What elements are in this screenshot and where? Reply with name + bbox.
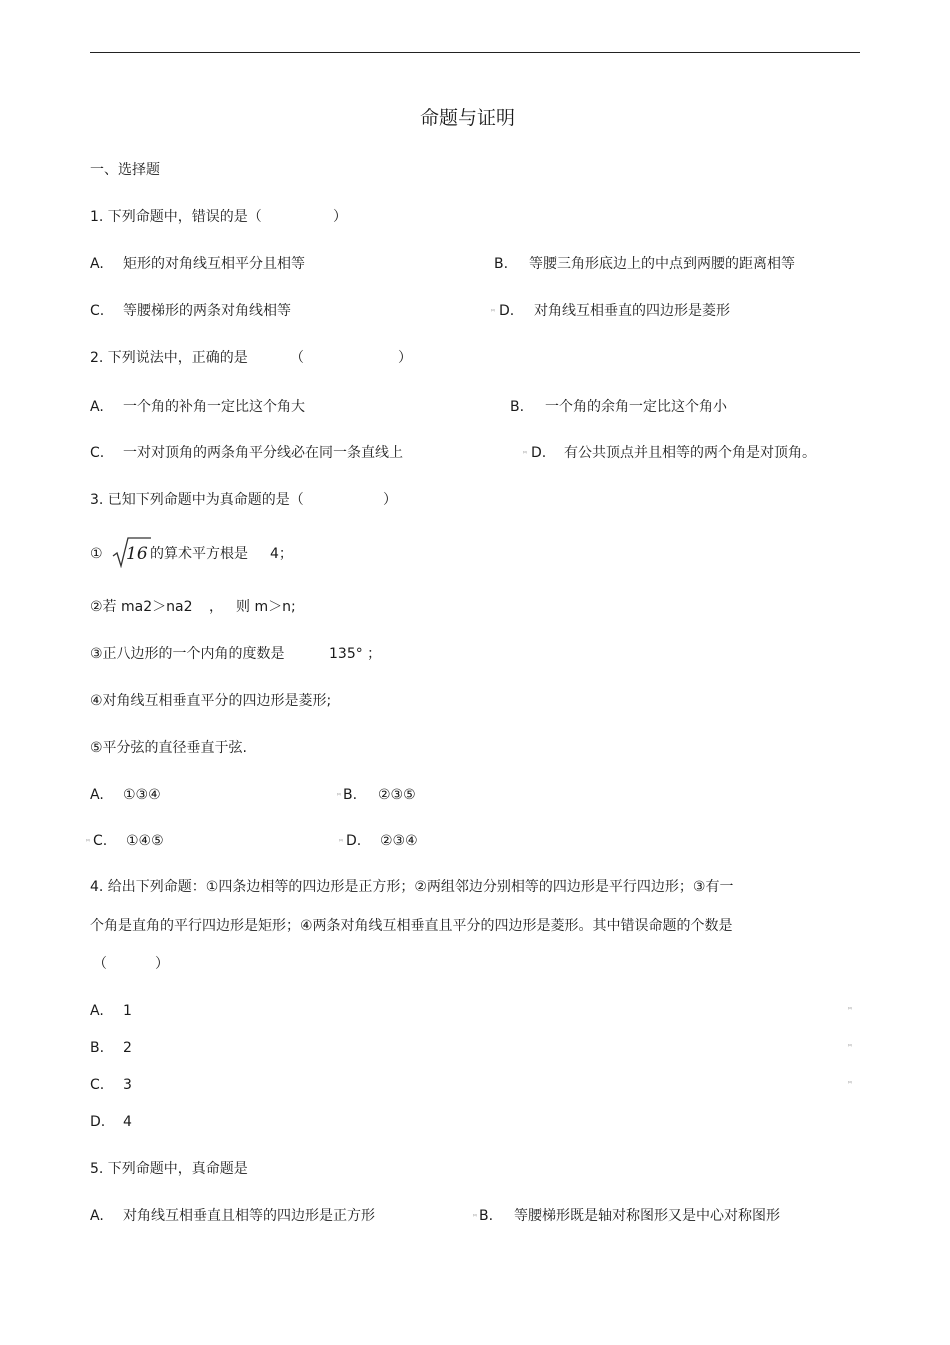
q1-option-d-text: 对角线互相垂直的四边形是菱形 bbox=[534, 303, 730, 319]
q4-option-b-text: 2 bbox=[123, 1040, 132, 1056]
square-root-radicand: 16 bbox=[126, 544, 148, 564]
margin-marker: ᴹ bbox=[337, 792, 341, 800]
q2-paren-close: ） bbox=[398, 350, 412, 366]
q5-option-a-letter: A. bbox=[90, 1208, 104, 1224]
q3-statement-5: ⑤平分弦的直径垂直于弦. bbox=[90, 740, 248, 756]
q1-stem: 1. 下列命题中，错误的是（ bbox=[90, 209, 262, 225]
q2-option-c-text: 一对对顶角的两条角平分线必在同一条直线上 bbox=[123, 445, 403, 461]
q4-option-a-letter: A. bbox=[90, 1003, 104, 1019]
q3-statement-3-text: ③正八边形的一个内角的度数是 bbox=[90, 646, 285, 662]
margin-marker: ᴹ bbox=[848, 1006, 852, 1014]
q2-option-c-letter: C. bbox=[90, 445, 105, 461]
q3-statement-2-condition: ②若 ma2＞na2 bbox=[90, 599, 193, 615]
margin-marker: ᴹ bbox=[86, 838, 90, 846]
q3-statement-3-value: 135° ； bbox=[329, 646, 382, 662]
q1-option-c-letter: C. bbox=[90, 303, 105, 319]
q1-option-b-letter: B. bbox=[494, 256, 509, 272]
q4-stem-line-2: 个角是直角的平行四边形是矩形；④两条对角线互相垂直且平分的四边形是菱形。其中错误命题的个数是 bbox=[90, 918, 733, 934]
q3-statement-4: ④对角线互相垂直平分的四边形是菱形; bbox=[90, 693, 332, 709]
q2-stem: 2. 下列说法中，正确的是 bbox=[90, 350, 248, 366]
q4-option-c-letter: C. bbox=[90, 1077, 105, 1093]
q5-option-a-text: 对角线互相垂直且相等的四边形是正方形 bbox=[123, 1208, 375, 1224]
q3-option-b-letter: B. bbox=[343, 787, 358, 803]
q3-statement-1-num: ① bbox=[90, 546, 103, 562]
q2-option-a-text: 一个角的补角一定比这个角大 bbox=[123, 399, 305, 415]
q2-paren-open: （ bbox=[290, 350, 304, 366]
q4-option-a-text: 1 bbox=[123, 1003, 132, 1019]
page-title: 命题与证明 bbox=[420, 107, 516, 129]
header-rule bbox=[90, 52, 860, 53]
q3-option-d-letter: D. bbox=[346, 833, 362, 849]
q1-option-c-text: 等腰梯形的两条对角线相等 bbox=[123, 303, 291, 319]
q4-paren-open: （ bbox=[93, 956, 107, 972]
q3-option-c-text: ①④⑤ bbox=[126, 833, 164, 849]
q4-option-b-letter: B. bbox=[90, 1040, 105, 1056]
q3-statement-1-text: 的算术平方根是 bbox=[150, 546, 248, 562]
q1-paren-close: ） bbox=[333, 209, 347, 225]
q3-statement-2-conclusion: 则 m＞n; bbox=[236, 599, 296, 615]
margin-marker: ᴹ bbox=[523, 450, 527, 458]
margin-marker: ᴹ bbox=[473, 1213, 477, 1221]
margin-marker: ᴹ bbox=[848, 1043, 852, 1051]
q4-option-d-letter: D. bbox=[90, 1114, 106, 1130]
q3-option-c-letter: C. bbox=[93, 833, 108, 849]
q3-option-d-text: ②③④ bbox=[380, 833, 418, 849]
q4-option-d-text: 4 bbox=[123, 1114, 132, 1130]
q1-option-b-text: 等腰三角形底边上的中点到两腰的距离相等 bbox=[529, 256, 795, 272]
q3-option-b-text: ②③⑤ bbox=[378, 787, 416, 803]
q3-option-a-text: ①③④ bbox=[123, 787, 161, 803]
q3-paren-close: ） bbox=[383, 492, 397, 508]
q2-option-d-text: 有公共顶点并且相等的两个角是对顶角。 bbox=[564, 445, 816, 461]
margin-marker: ᴹ bbox=[848, 1080, 852, 1088]
q2-option-d-letter: D. bbox=[531, 445, 547, 461]
q1-option-d-letter: D. bbox=[499, 303, 515, 319]
q4-stem-line-1: 4. 给出下列命题：①四条边相等的四边形是正方形；②两组邻边分别相等的四边形是平行四边形；③有一 bbox=[90, 879, 734, 895]
q1-option-a-letter: A. bbox=[90, 256, 104, 272]
q5-stem: 5. 下列命题中，真命题是 bbox=[90, 1161, 248, 1177]
q3-option-a-letter: A. bbox=[90, 787, 104, 803]
q4-option-c-text: 3 bbox=[123, 1077, 132, 1093]
q3-statement-2-comma: ， bbox=[209, 599, 223, 615]
section-heading: 一、选择题 bbox=[90, 162, 160, 178]
q1-option-a-text: 矩形的对角线互相平分且相等 bbox=[123, 256, 305, 272]
margin-marker: ᴹ bbox=[491, 308, 495, 316]
q3-stem: 3. 已知下列命题中为真命题的是（ bbox=[90, 492, 304, 508]
q2-option-a-letter: A. bbox=[90, 399, 104, 415]
margin-marker: ᴹ bbox=[339, 838, 343, 846]
q5-option-b-letter: B. bbox=[479, 1208, 494, 1224]
q5-option-b-text: 等腰梯形既是轴对称图形又是中心对称图形 bbox=[514, 1208, 780, 1224]
q2-option-b-text: 一个角的余角一定比这个角小 bbox=[545, 399, 727, 415]
q4-paren-close: ） bbox=[155, 956, 169, 972]
q3-statement-1-value: 4； bbox=[270, 546, 293, 562]
q2-option-b-letter: B. bbox=[510, 399, 525, 415]
